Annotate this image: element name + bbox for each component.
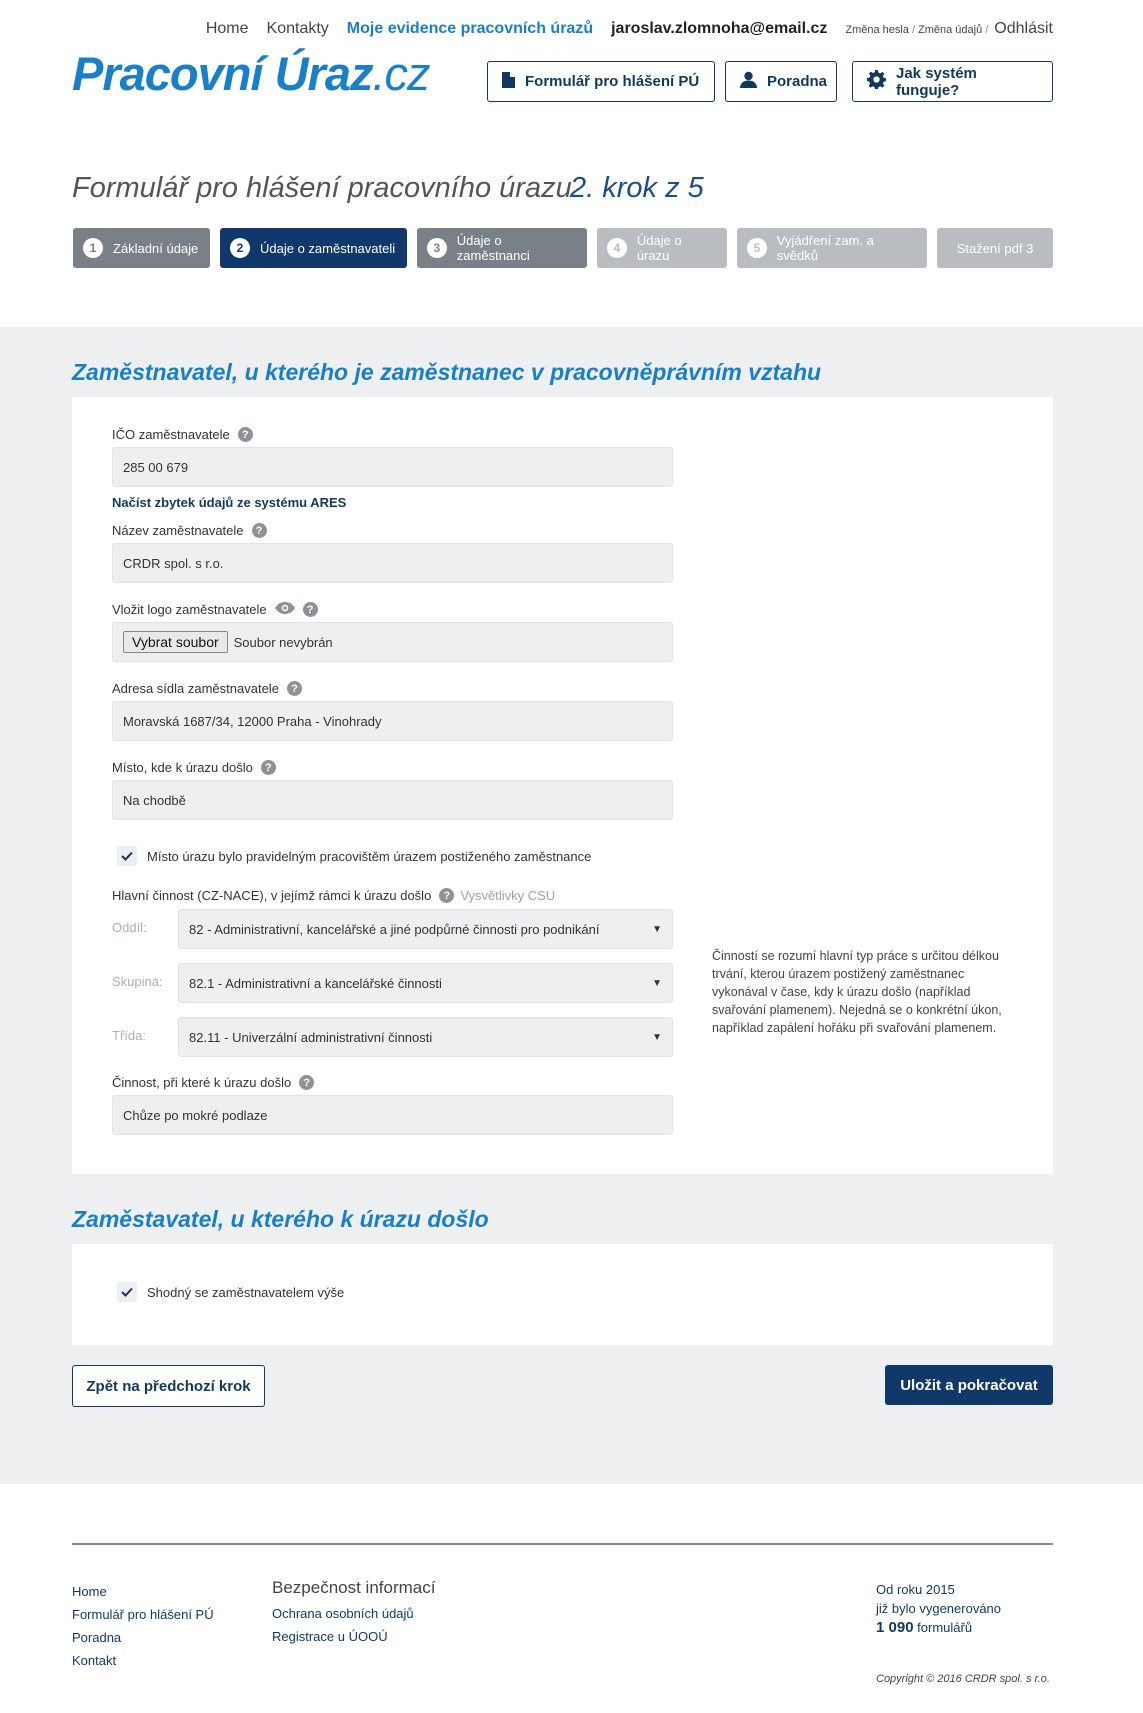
name-label: [112, 523, 267, 538]
top-nav: [188, 20, 1053, 38]
ico-label: [112, 427, 253, 442]
regular-workplace-label: Místo úrazu bylo pravidelným pracovištěm úrazem postiženého zaměstnance: [147, 848, 592, 864]
footer-links: [72, 1580, 214, 1672]
help-icon[interactable]: ?: [287, 681, 302, 696]
nav-contacts-link[interactable]: Kontakty: [266, 20, 329, 37]
form-button-label: Formulář pro hlášení PÚ: [525, 73, 700, 90]
step-5-tab[interactable]: [737, 228, 927, 268]
step-indicator: 2. krok z 5: [570, 172, 704, 204]
help-icon[interactable]: ?: [299, 1075, 314, 1090]
step-number: 5: [747, 238, 767, 258]
change-details-link[interactable]: Změna údajů: [918, 24, 983, 36]
help-icon[interactable]: ?: [261, 760, 276, 775]
nav-separator: /: [911, 24, 916, 36]
ico-label-text: IČO zaměstnavatele: [112, 427, 230, 442]
copyright: Copyright © 2016 CRDR spol. s r.o.: [876, 1673, 1050, 1685]
choose-file-button[interactable]: Vybrat soubor: [123, 631, 228, 653]
form-button[interactable]: [487, 61, 715, 102]
footer-security-title: Bezpečnost informací: [272, 1578, 436, 1597]
footer-divider: [72, 1543, 1053, 1545]
skupina-select[interactable]: [178, 963, 673, 1003]
step-number: 3: [427, 238, 447, 258]
stat-line-2: již bylo vygenerováno: [876, 1601, 1002, 1616]
help-icon[interactable]: ?: [238, 427, 253, 442]
logo-file-input[interactable]: [112, 622, 673, 662]
nav-records-link[interactable]: Moje evidence pracovních úrazů: [346, 20, 594, 37]
activity-note: Činností se rozumí hlavní typ práce s určitou délkou trvání, kterou úrazem postižený zaměstnanec vykonával v čase, kdy k úrazu došlo (například svařování plamenem). Nejedná se o konkrétní úkon, například zapálení hořáku při svařování plamenem.: [712, 949, 1002, 1035]
site-logo[interactable]: [72, 46, 430, 101]
logo-tld: .cz: [372, 47, 430, 100]
nav-home-link[interactable]: Home: [205, 20, 249, 37]
footer-home-link[interactable]: Home: [72, 1584, 107, 1599]
step-2-tab[interactable]: [220, 228, 407, 268]
form-count: 1 090: [876, 1619, 914, 1636]
step-pdf-tab[interactable]: [937, 228, 1053, 268]
help-icon[interactable]: ?: [439, 888, 454, 903]
step-number: 4: [607, 238, 627, 258]
how-it-works-button[interactable]: [852, 61, 1053, 102]
name-label-text: Název zaměstnavatele: [112, 523, 244, 538]
address-input[interactable]: Moravská 1687/34, 12000 Praha - Vinohrady: [112, 701, 673, 741]
step-label: Údaje o úrazu: [636, 233, 682, 263]
change-password-link[interactable]: Změna hesla: [845, 24, 909, 36]
form-count-unit: formulářů: [917, 1620, 973, 1635]
caret-down-icon: ▼: [652, 977, 662, 989]
step-label: Základní údaje: [113, 240, 199, 256]
address-label: [112, 681, 302, 696]
step-number: 2: [230, 238, 250, 258]
section-accident-employer-title: Zaměstavatel, u kterého k úrazu došlo: [72, 1206, 489, 1232]
place-label: [112, 760, 276, 775]
page-title: Formulář pro hlášení pracovního úrazu: [72, 172, 572, 204]
checkmark-icon[interactable]: [117, 1282, 137, 1302]
same-employer-checkbox[interactable]: [117, 1282, 344, 1302]
nav-separator: /: [985, 24, 989, 36]
privacy-link[interactable]: Ochrana osobních údajů: [272, 1606, 414, 1621]
checkmark-icon[interactable]: [117, 846, 137, 866]
place-input[interactable]: Na chodbě: [112, 780, 673, 820]
gear-icon: [867, 70, 886, 93]
logo-label-text: Vložit logo zaměstnavatele: [112, 602, 267, 617]
nace-label-text: Hlavní činnost (CZ-NACE), v jejímž rámci k úrazu došlo: [112, 888, 432, 903]
same-employer-label: Shodný se zaměstnavatelem výše: [147, 1284, 345, 1300]
skupina-label: Skupina:: [112, 974, 163, 989]
footer-form-link[interactable]: Formulář pro hlášení PÚ: [72, 1607, 214, 1622]
help-icon[interactable]: ?: [303, 602, 318, 617]
help-icon[interactable]: ?: [252, 523, 267, 538]
step-4-tab[interactable]: [597, 228, 727, 268]
ico-input[interactable]: 285 00 679: [112, 447, 673, 487]
step-label: Vyjádření zam. a svědků: [776, 233, 874, 263]
logo-main: Pracovní Úraz: [72, 47, 373, 100]
section-employer-title: Zaměstnavatel, u kterého je zaměstnanec v pracovněprávním vztahu: [72, 359, 822, 385]
footer-stats: [876, 1580, 1001, 1637]
oddil-label: Oddíl:: [112, 920, 147, 935]
document-icon: [502, 72, 515, 92]
stat-line-1: Od roku 2015: [876, 1582, 955, 1597]
step-3-tab[interactable]: [417, 228, 587, 268]
logo-label: [112, 602, 318, 617]
file-status: Soubor nevybrán: [233, 634, 333, 650]
caret-down-icon: ▼: [652, 1031, 662, 1043]
step-label: Stažení pdf 3: [956, 240, 1034, 256]
step-1-tab[interactable]: [73, 228, 210, 268]
ares-load-link[interactable]: Načíst zbytek údajů ze systému ARES: [112, 495, 347, 510]
advice-button[interactable]: [725, 61, 837, 102]
activity-label: [112, 1075, 314, 1090]
address-label-text: Adresa sídla zaměstnavatele: [112, 681, 279, 696]
user-icon: [740, 71, 757, 92]
uoou-link[interactable]: Registrace u ÚOOÚ: [272, 1629, 388, 1644]
step-label: Údaje o zaměstnavateli: [260, 240, 396, 256]
skupina-value: 82.1 - Administrativní a kancelářské činnosti: [189, 975, 442, 991]
trida-select[interactable]: [178, 1017, 673, 1057]
trida-value: 82.11 - Univerzální administrativní činnosti: [189, 1029, 433, 1045]
trida-label: Třída:: [112, 1028, 146, 1043]
regular-workplace-checkbox[interactable]: [117, 846, 591, 866]
csu-explanations-link[interactable]: Vysvětlivky CSU: [460, 888, 556, 903]
back-button[interactable]: Zpět na předchozí krok: [72, 1365, 265, 1407]
step-number: 1: [83, 238, 103, 258]
how-it-works-label: Jak systém funguje?: [896, 64, 977, 99]
nace-label: [112, 888, 555, 903]
activity-input[interactable]: Chůze po mokré podlaze: [112, 1095, 673, 1135]
footer-contact-link[interactable]: Kontakt: [72, 1653, 117, 1668]
oddil-select[interactable]: [178, 909, 673, 949]
user-email: jaroslav.zlomnoha@email.cz: [611, 20, 828, 37]
advice-button-label: Poradna: [767, 73, 828, 90]
activity-label-text: Činnost, při které k úrazu došlo: [112, 1075, 292, 1090]
place-label-text: Místo, kde k úrazu došlo: [112, 760, 253, 775]
logout-link[interactable]: Odhlásit: [994, 20, 1053, 37]
footer-security: [272, 1578, 435, 1648]
employer-name-input[interactable]: CRDR spol. s r.o.: [112, 543, 673, 583]
save-continue-button[interactable]: Uložit a pokračovat: [885, 1365, 1053, 1405]
eye-icon[interactable]: [275, 602, 295, 617]
caret-down-icon: ▼: [652, 923, 662, 935]
oddil-value: 82 - Administrativní, kancelářské a jiné podpůrné činnosti pro podnikání: [189, 921, 600, 937]
step-label: Údaje o zaměstnanci: [456, 233, 530, 263]
footer-advice-link[interactable]: Poradna: [72, 1630, 122, 1645]
